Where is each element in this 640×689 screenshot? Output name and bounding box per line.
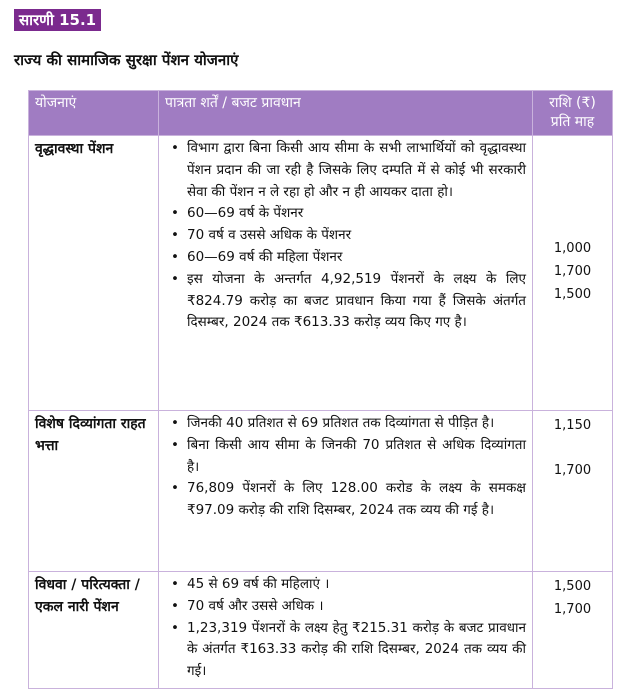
criteria-cell	[159, 136, 533, 411]
criteria-bullet: • 70 वर्ष और उससे अधिक ।	[167, 596, 526, 618]
amount-value: 1,500	[553, 287, 592, 302]
criteria-list	[167, 413, 526, 522]
criteria-list	[167, 138, 526, 334]
criteria-bullet: • 60—69 वर्ष की महिला पेंशनर	[167, 247, 526, 269]
header-amount	[533, 91, 613, 136]
amount-cell	[533, 136, 613, 411]
criteria-bullet: • विभाग द्वारा बिना किसी आय सीमा के सभी लाभार्थियों को वृद्धावस्था पेंशन प्रदान की जा रही है जिसके लिए दम्पति में से कोई भी सरकारी सेवा की पेंशन न ले रहा हो और न ही आयकर दाता हो।	[167, 138, 526, 203]
amount-cell	[533, 572, 613, 689]
criteria-bullet: • 60—69 वर्ष के पेंशनर	[167, 203, 526, 225]
criteria-bullet: • बिना किसी आय सीमा के जिनकी 70 प्रतिशत से अधिक दिव्यांगता है।	[167, 435, 526, 479]
criteria-bullet: • 76,809 पेंशनरों के लिए 128.00 करोड के लक्ष्य के समकक्ष ₹97.09 करोड़ की राशि दिसम्बर, 2024 तक व्यय की गई है।	[167, 478, 526, 522]
scheme-name: वृद्धावस्था पेंशन	[29, 136, 159, 411]
criteria-bullet: • 1,23,319 पेंशनरों के लक्ष्य हेतु ₹215.31 करोड़ के बजट प्रावधान के अंतर्गत ₹163.33 करोड़ की राशि दिसम्बर, 2024 तक व्यय की गई।	[167, 618, 526, 683]
criteria-cell	[159, 411, 533, 572]
pension-schemes-table	[28, 90, 613, 689]
table-row	[29, 572, 613, 689]
criteria-bullet: • 70 वर्ष व उससे अधिक के पेंशनर	[167, 225, 526, 247]
amount-value: 1,700	[553, 463, 592, 478]
criteria-cell	[159, 572, 533, 689]
table-header-row	[29, 91, 613, 136]
table-row	[29, 411, 613, 572]
amount-value: 1,500	[553, 579, 592, 594]
header-criteria: पात्रता शर्तें / बजट प्रावधान	[159, 91, 533, 136]
scheme-name: विधवा / परित्यक्ता / एकल नारी पेंशन	[29, 572, 159, 689]
criteria-bullet: • जिनकी 40 प्रतिशत से 69 प्रतिशत तक दिव्यांगता से पीड़ित है।	[167, 413, 526, 435]
criteria-bullet: • 45 से 69 वर्ष की महिलाएं ।	[167, 574, 526, 596]
table-number-badge: सारणी 15.1	[14, 9, 101, 31]
amount-value: 1,700	[553, 264, 592, 279]
header-amount-line1: राशि (₹)	[549, 95, 596, 111]
criteria-bullet: • इस योजना के अन्तर्गत 4,92,519 पेंशनरों के लक्ष्य के लिए ₹824.79 करोड़ का बजट प्रावधान किया गया हैं जिसके अंतर्गत दिसम्बर, 2024 तक ₹613.33 करोड़ व्यय किए गए है।	[167, 269, 526, 334]
header-amount-line2: प्रति माह	[550, 114, 595, 130]
table-row	[29, 136, 613, 411]
scheme-name: विशेष दिव्यांगता राहत भत्ता	[29, 411, 159, 572]
amount-cell	[533, 411, 613, 572]
amount-value: 1,000	[553, 241, 592, 256]
amount-value: 1,700	[553, 602, 592, 617]
amount-value: 1,150	[553, 418, 592, 433]
criteria-list	[167, 574, 526, 683]
header-scheme: योजनाएं	[29, 91, 159, 136]
table-caption: राज्य की सामाजिक सुरक्षा पेंशन योजनाएं	[14, 51, 239, 69]
